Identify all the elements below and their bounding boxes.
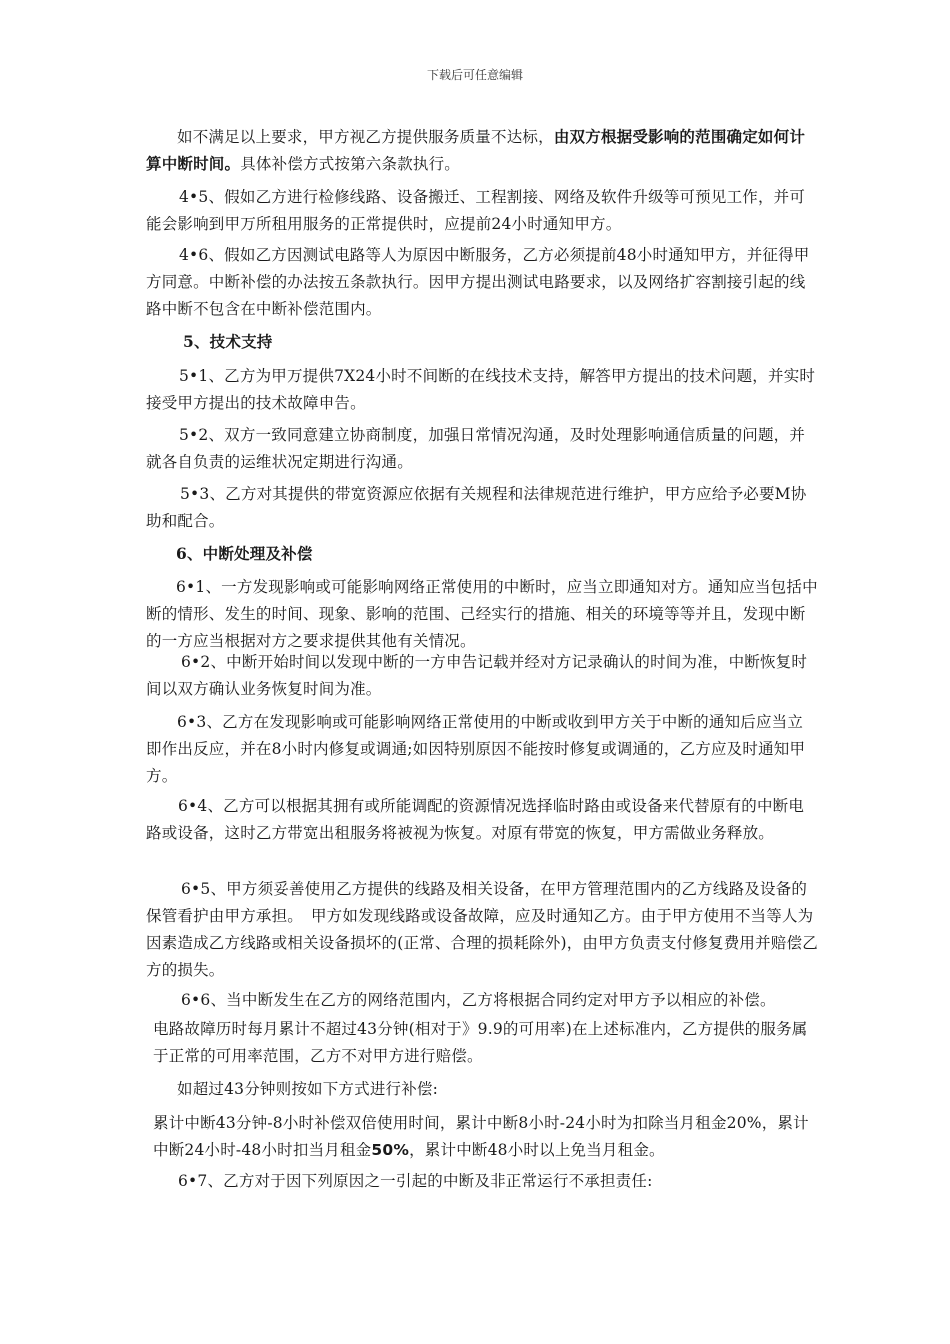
clause-5-1: 5•1、乙方为甲万提供7X24小时不间断的在线技术支持，解答甲方提出的技术问题，并实时接受甲方提出的技术故障申告。 bbox=[146, 367, 816, 412]
section-heading-5: 5、技术支持 bbox=[183, 332, 273, 351]
page-header: 下载后可任意编辑 bbox=[426, 68, 523, 82]
clause-6-3: 6•3、乙方在发现影响或可能影响网络正常使用的中断或收到甲方关于中断的通知后应当立即作出反应，并在8小时内修复或调通;如因特别原因不能按时修复或调通的，乙方应及时通知甲方。 bbox=[146, 713, 806, 785]
bold-emphasis: 由双方根据受影响的范围确定如何计算中断时间。 bbox=[146, 128, 806, 173]
clause-6-6-compensation-intro: 如超过43分钟则按如下方式进行补偿: bbox=[177, 1080, 439, 1098]
clause-5-2: 5•2、双方一致同意建立协商制度，加强日常情况沟通，及时处理影响通信质量的问题，并就各自负责的运维状况定期进行沟通。 bbox=[146, 426, 806, 471]
clause-5-3: 5•3、乙方对其提供的带宽资源应依据有关规程和法律规范进行维护，甲方应给予必要M协助和配合。 bbox=[146, 485, 807, 530]
clause-6-7: 6•7、乙方对于因下列原因之一引起的中断及非正常运行不承担责任: bbox=[178, 1172, 653, 1190]
clause-6-5: 6•5、甲方须妥善使用乙方提供的线路及相关设备，在甲方管理范围内的乙方线路及设备的保管看护由甲方承担。 甲方如发现线路或设备故障，应及时通知乙方。由于甲方使用不当等人为因素造成乙方线路或相关设备损坏的(正常、合理的损耗除外)，由甲方负责支付修复费用并赔偿乙方的损失。 bbox=[146, 880, 818, 979]
clause-6-1: 6•1、一方发现影响或可能影响网络正常使用的中断时，应当立即通知对方。通知应当包括中断的情形、发生的时间、现象、影响的范围、己经实行的措施、相关的环境等等并且，发现中断的一方应当根据对方之要求提供其他有关情况。 bbox=[146, 578, 818, 650]
clause-6-2: 6•2、中断开始时间以发现中断的一方申告记载并经对方记录确认的时间为准，中断恢复时间以双方确认业务恢复时间为准。 bbox=[146, 653, 808, 698]
section-heading-6: 6、中断处理及补偿 bbox=[176, 544, 313, 563]
clause-6-4: 6•4、乙方可以根据其拥有或所能调配的资源情况选择临时路由或设备来代替原有的中断电路或设备，这时乙方带宽出租服务将被视为恢复。对原有带宽的恢复，甲方需做业务释放。 bbox=[146, 797, 805, 842]
clause-6-6-compensation-rates: 累计中断43分钟-8小时补偿双倍使用时间，累计中断8小时-24小时为扣除当月租金20%，累计中断24小时-48小时扣当月租金50%，累计中断48小时以上免当月租金。 bbox=[153, 1114, 809, 1159]
clause-6-6-availability: 电路故障历时每月累计不超过43分钟(相对于》9.9的可用率)在上述标准内，乙方提供的服务属于正常的可用率范围，乙方不对甲方进行赔偿。 bbox=[153, 1020, 808, 1065]
paragraph-interruption-quality: 如不满足以上要求，甲方视乙方提供服务质量不达标，由双方根据受影响的范围确定如何计算中断时间。具体补偿方式按第六条款执行。 bbox=[146, 128, 806, 173]
clause-4-6: 4•6、假如乙方因测试电路等人为原因中断服务，乙方必须提前48小时通知甲方，并征得甲方同意。中断补偿的办法按五条款执行。因甲方提出测试电路要求，以及网络扩容割接引起的线路中断不包含在中断补偿范围内。 bbox=[146, 246, 810, 318]
clause-6-6: 6•6、当中断发生在乙方的网络范围内，乙方将根据合同约定对甲方予以相应的补偿。 bbox=[181, 991, 776, 1009]
clause-4-5: 4•5、假如乙方进行检修线路、设备搬迁、工程割接、网络及软件升级等可预见工作，并可能会影响到甲万所租用服务的正常提供时，应提前24小时通知甲方。 bbox=[146, 188, 806, 233]
bold-percentage: 50% bbox=[371, 1141, 410, 1159]
